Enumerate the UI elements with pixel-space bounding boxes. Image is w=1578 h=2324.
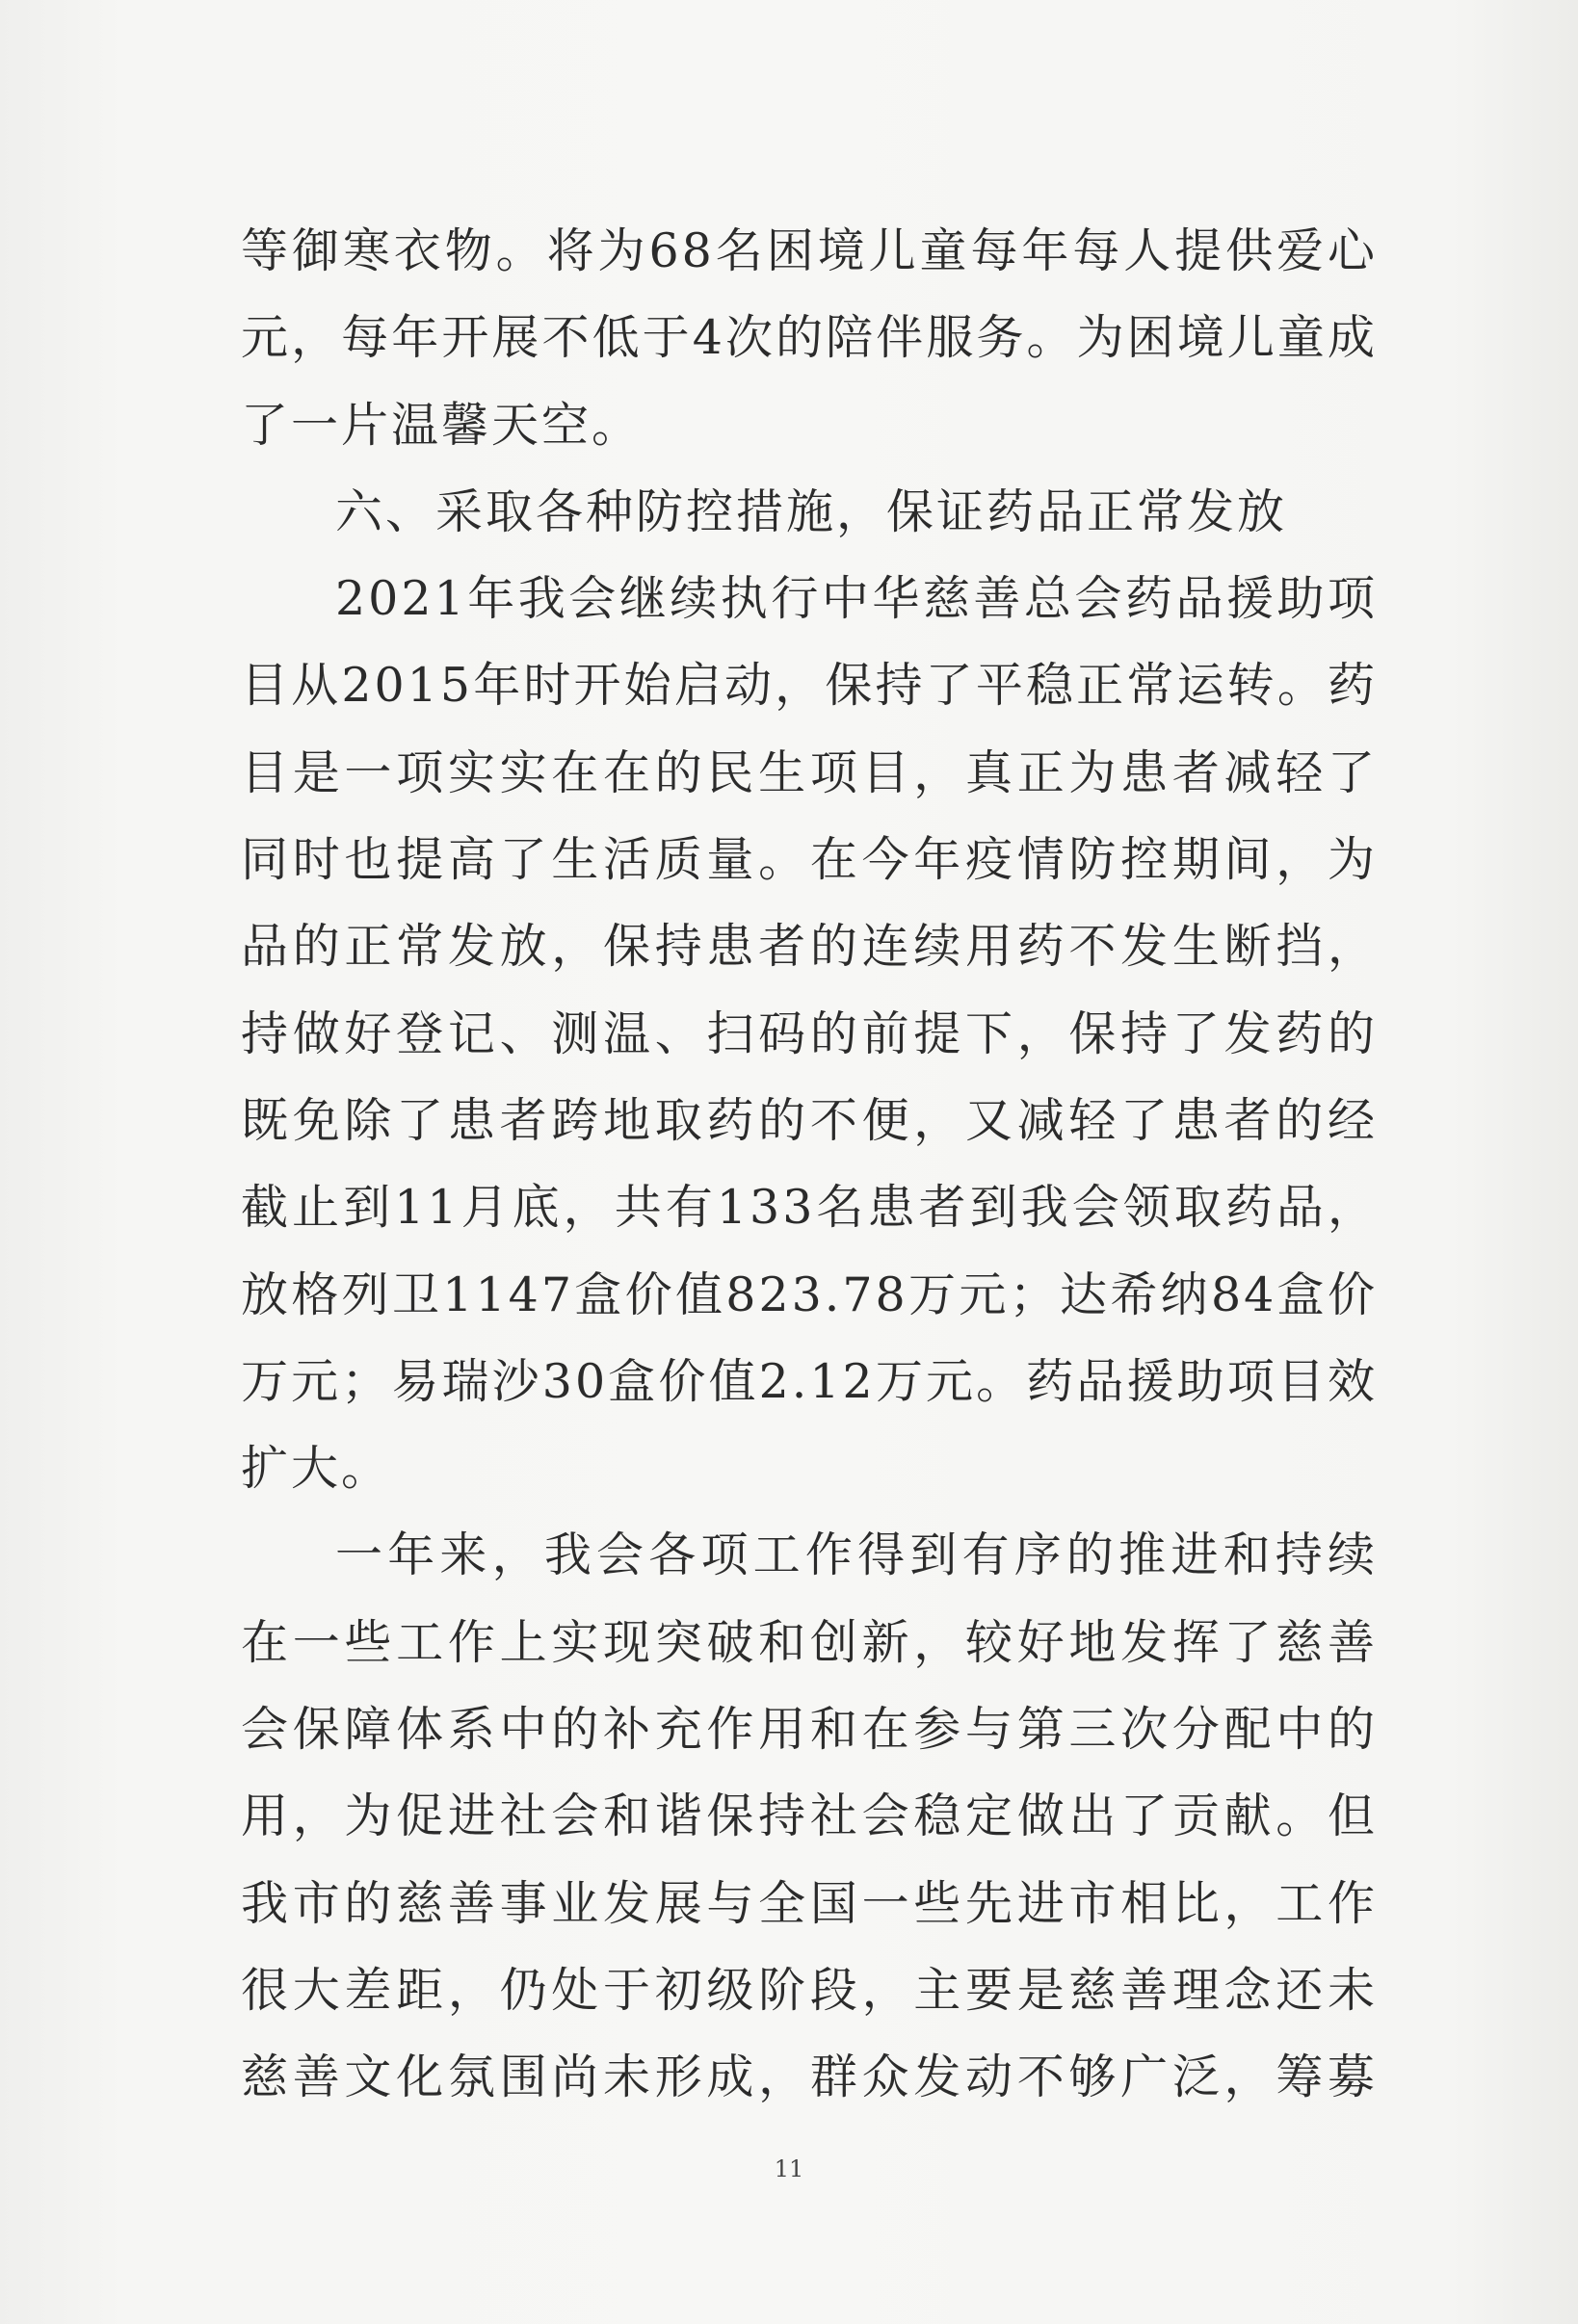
text-line: 元，每年开展不低于4次的陪伴服务。为困境儿童成 [241,310,1378,366]
text-line: 既免除了患者跨地取药的不便，又减轻了患者的经 [241,1092,1378,1148]
text-line: 扩大。 [241,1441,392,1497]
text-line: 品的正常发放，保持患者的连续用药不发生断挡， [241,919,1378,975]
text-line: 等御寒衣物。将为68名困境儿童每年每人提供爱心 [241,223,1378,278]
text-line: 放格列卫1147盒价值823.78万元；达希纳84盒价 [241,1266,1378,1322]
section-heading: 六、采取各种防控措施，保证药品正常发放 [335,483,1288,539]
text-line: 我市的慈善事业发展与全国一些先进市相比，工作 [241,1875,1378,1931]
text-line: 在一些工作上实现突破和创新，较好地发挥了慈善 [241,1614,1378,1670]
text-line: 慈善文化氛围尚未形成，群众发动不够广泛，筹募 [241,2050,1378,2105]
paragraph-first-line: 2021年我会继续执行中华慈善总会药品援助项 [335,571,1378,627]
paragraph-first-line: 一年来，我会各项工作得到有序的推进和持续 [335,1528,1378,1583]
text-line: 用，为促进社会和谐保持社会稳定做出了贡献。但 [241,1789,1378,1844]
page-number: 11 [774,2155,804,2182]
text-line: 会保障体系中的补充作用和在参与第三次分配中的 [241,1702,1378,1758]
text-line: 目是一项实实在在的民生项目，真正为患者减轻了 [241,744,1378,800]
text-line: 同时也提高了生活质量。在今年疫情防控期间，为 [241,832,1378,888]
text-line: 很大差距，仍处于初级阶段，主要是慈善理念还未 [241,1962,1378,2018]
text-line: 截止到11月底，共有133名患者到我会领取药品， [241,1180,1378,1236]
text-line: 了一片温馨天空。 [241,397,643,453]
text-line: 万元；易瑞沙30盒价值2.12万元。药品援助项目效 [241,1353,1378,1409]
document-body [241,208,1378,2122]
text-line: 持做好登记、测温、扫码的前提下，保持了发药的 [241,1005,1378,1061]
text-line: 目从2015年时开始启动，保持了平稳正常运转。药 [241,658,1378,714]
